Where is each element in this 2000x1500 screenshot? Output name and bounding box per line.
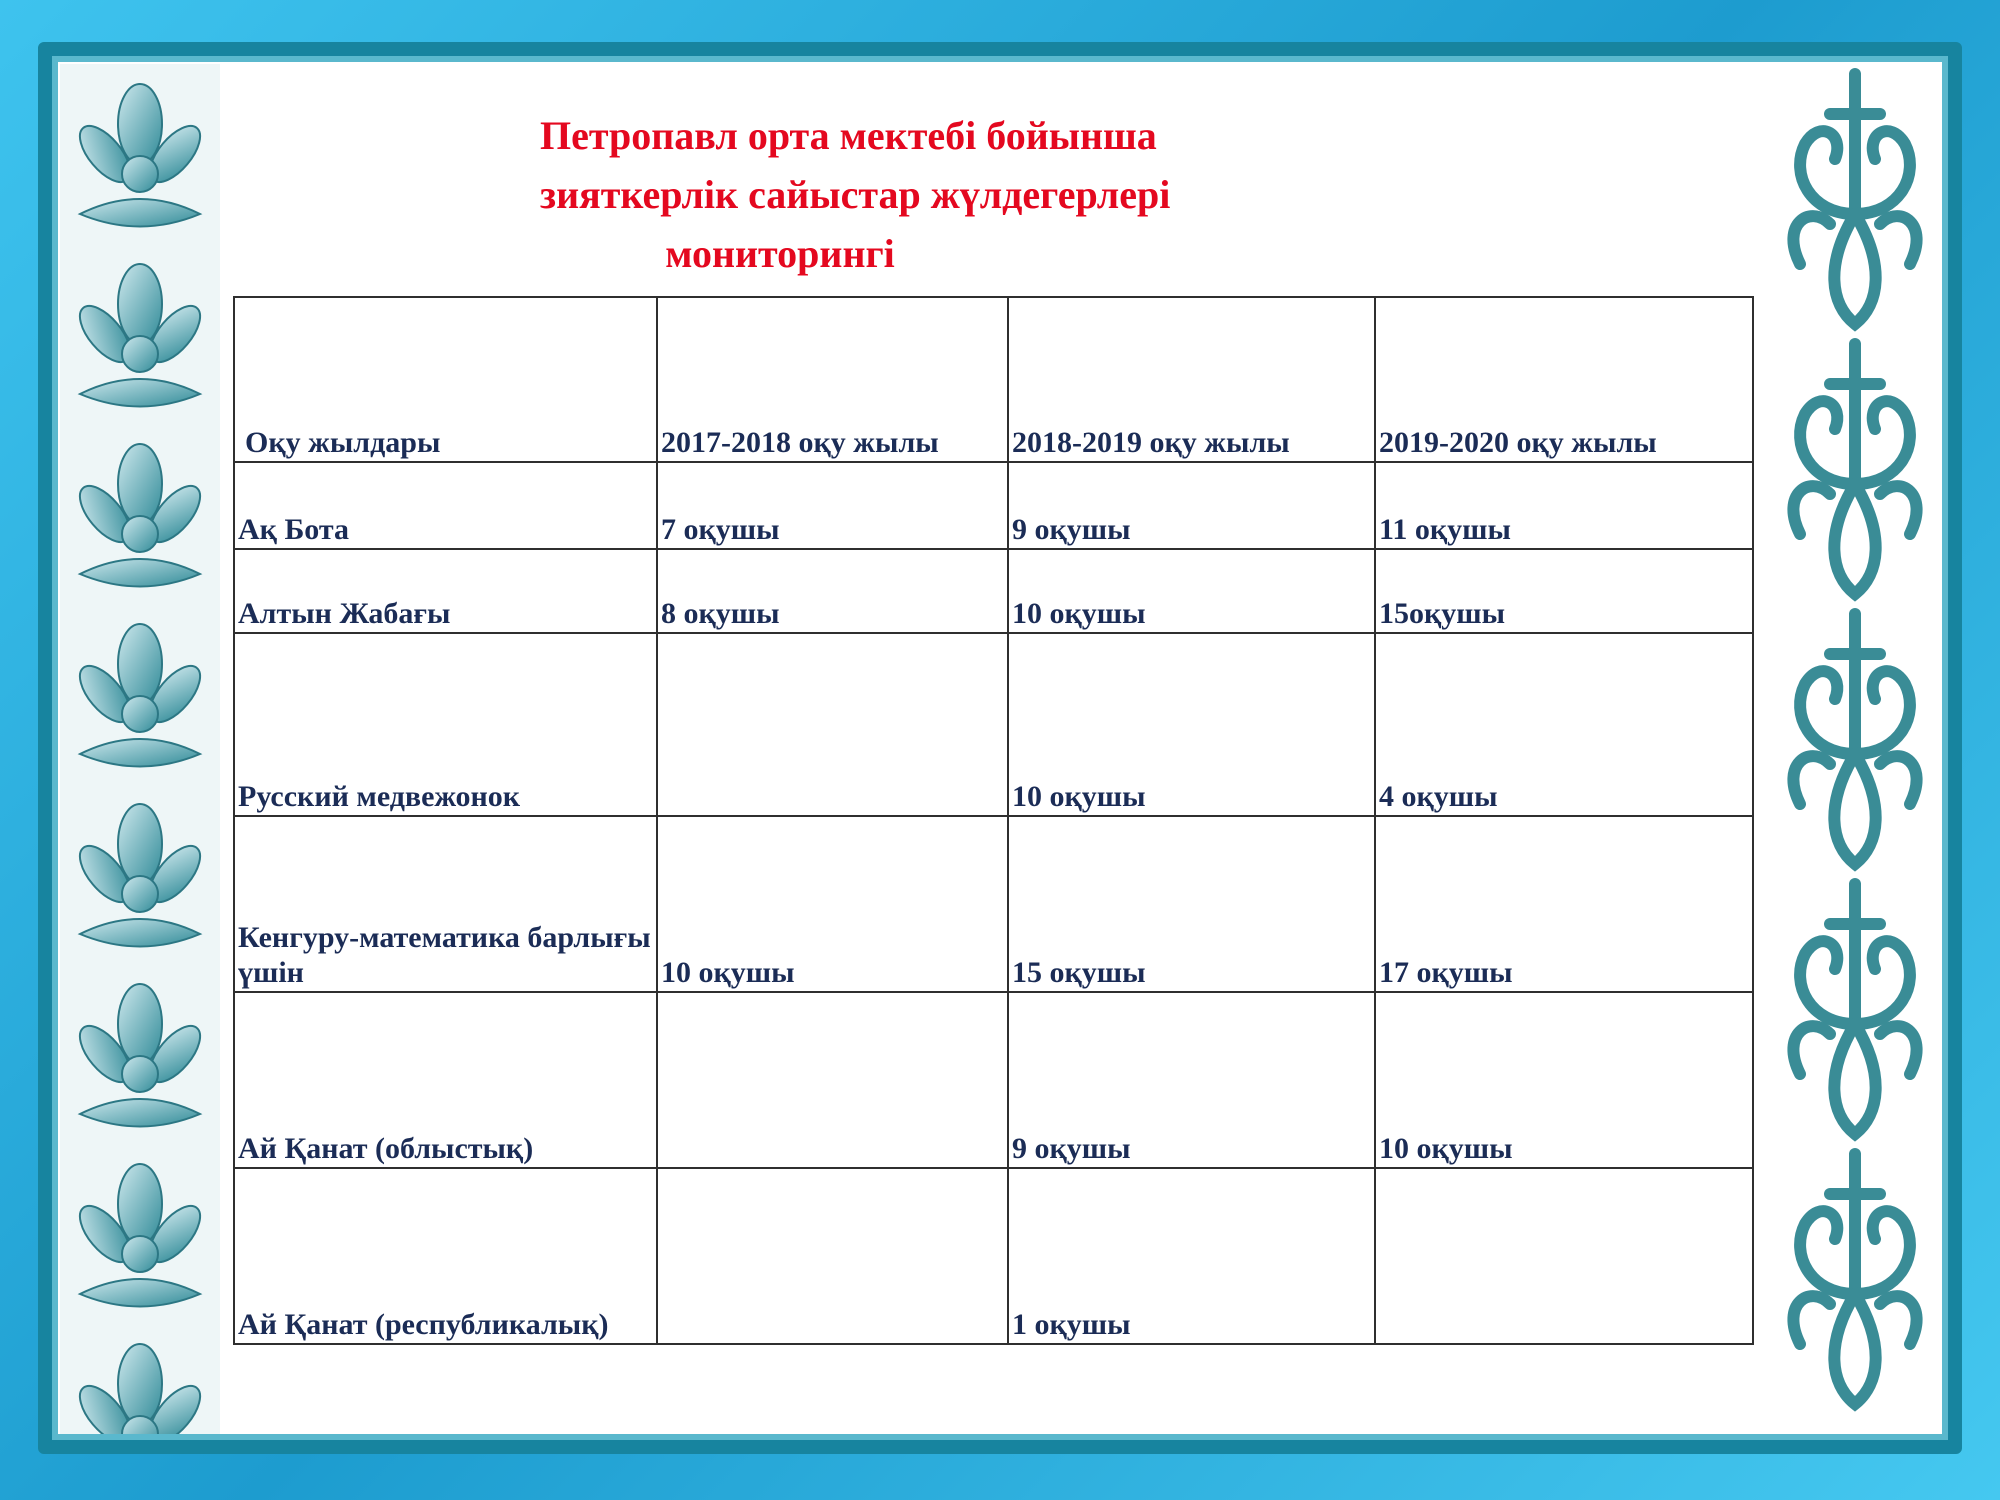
table-header-row bbox=[234, 297, 1753, 462]
table-row bbox=[234, 816, 1753, 992]
header-cell: 2017-2018 оқу жылы bbox=[657, 297, 1008, 462]
header-cell: Оқу жылдары bbox=[234, 297, 657, 462]
table-cell: 9 оқушы bbox=[1008, 462, 1375, 549]
table-cell: Ай Қанат (облыстық) bbox=[234, 992, 657, 1168]
table-cell: Кенгуру-математика барлығы үшін bbox=[234, 816, 657, 992]
title-line-1: Петропавл орта мектебі бойынша bbox=[540, 113, 1157, 158]
title-line-2: зияткерлік сайыстар жүлдегерлері bbox=[540, 172, 1171, 217]
table-cell bbox=[657, 992, 1008, 1168]
table-cell: Ақ Бота bbox=[234, 462, 657, 549]
table-cell: 10 оқушы bbox=[1008, 633, 1375, 816]
ornament-pattern-icon bbox=[1770, 64, 1940, 1434]
table-cell: 9 оқушы bbox=[1008, 992, 1375, 1168]
table-cell: Русский медвежонок bbox=[234, 633, 657, 816]
left-floral-ornament bbox=[60, 64, 220, 1434]
table-cell: 1 оқушы bbox=[1008, 1168, 1375, 1344]
right-kazakh-ornament bbox=[1770, 64, 1940, 1434]
table-cell: 10 оқушы bbox=[1375, 992, 1753, 1168]
table-row bbox=[234, 462, 1753, 549]
table-row bbox=[234, 1168, 1753, 1344]
table-cell: 10 оқушы bbox=[1008, 549, 1375, 633]
floral-pattern-icon bbox=[60, 64, 220, 1434]
table-row bbox=[234, 633, 1753, 816]
slide-title bbox=[540, 106, 1171, 283]
table-cell: 8 оқушы bbox=[657, 549, 1008, 633]
table-cell: 17 оқушы bbox=[1375, 816, 1753, 992]
table-cell bbox=[657, 1168, 1008, 1344]
table-cell bbox=[657, 633, 1008, 816]
table-cell: 15оқушы bbox=[1375, 549, 1753, 633]
table-cell: 7 оқушы bbox=[657, 462, 1008, 549]
table-cell: 15 оқушы bbox=[1008, 816, 1375, 992]
table-row bbox=[234, 549, 1753, 633]
table-cell: 4 оқушы bbox=[1375, 633, 1753, 816]
table-cell: Алтын Жабағы bbox=[234, 549, 657, 633]
table-cell bbox=[1375, 1168, 1753, 1344]
header-cell: 2019-2020 оқу жылы bbox=[1375, 297, 1753, 462]
table-row bbox=[234, 992, 1753, 1168]
table-cell: 11 оқушы bbox=[1375, 462, 1753, 549]
results-table bbox=[233, 296, 1754, 1345]
title-line-3: мониторингі bbox=[665, 231, 895, 276]
table-cell: Ай Қанат (республикалық) bbox=[234, 1168, 657, 1344]
header-cell: 2018-2019 оқу жылы bbox=[1008, 297, 1375, 462]
table-cell: 10 оқушы bbox=[657, 816, 1008, 992]
